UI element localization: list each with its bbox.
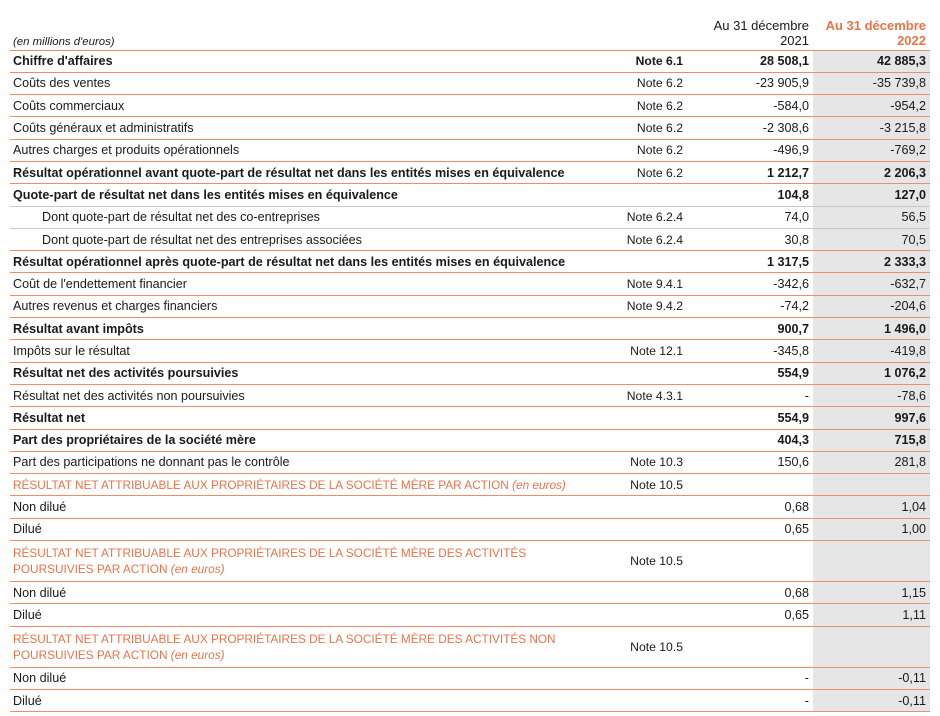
table-row [10, 689, 930, 711]
row-note [602, 184, 697, 206]
value-2022: -0,11 [813, 689, 930, 711]
value-2022: 127,0 [813, 184, 930, 206]
column-header-2021: Au 31 décembre 2021 [697, 10, 813, 50]
value-2021: 0,68 [697, 582, 813, 604]
row-label: Coûts des ventes [10, 72, 602, 94]
value-2022: -35 739,8 [813, 72, 930, 94]
row-label: Résultat net des activités non poursuivies [10, 384, 602, 406]
value-2021: 104,8 [697, 184, 813, 206]
value-2022: -78,6 [813, 384, 930, 406]
value-2021: 1 317,5 [697, 251, 813, 273]
table-row [10, 582, 930, 604]
unit-label: (en millions d'euros) [10, 10, 602, 50]
value-2021: 0,65 [697, 518, 813, 540]
value-2021: 0,65 [697, 604, 813, 626]
row-note: Note 6.2 [602, 72, 697, 94]
value-2021: 554,9 [697, 362, 813, 384]
table-row [10, 161, 930, 183]
value-2022: 56,5 [813, 206, 930, 228]
value-2022: -632,7 [813, 273, 930, 295]
value-2021: 900,7 [697, 318, 813, 340]
value-2022: -3 215,8 [813, 117, 930, 139]
row-label: Coût de l'endettement financier [10, 273, 602, 295]
table-row [10, 604, 930, 626]
row-note: Note 9.4.2 [602, 295, 697, 317]
eps-section-title: RÉSULTAT NET ATTRIBUABLE AUX PROPRIÉTAIRES DE LA SOCIÉTÉ MÈRE DES ACTIVITÉS NON POURSUIVIES PAR ACTION (en euros) [10, 626, 602, 667]
value-2022: 281,8 [813, 451, 930, 473]
row-label: Non dilué [10, 667, 602, 689]
row-note: Note 4.3.1 [602, 384, 697, 406]
value-2022: 2 333,3 [813, 251, 930, 273]
row-note: Note 6.2 [602, 117, 697, 139]
column-header-2022: Au 31 décembre 2022 [813, 10, 930, 50]
value-2022: 1 496,0 [813, 318, 930, 340]
value-2021: -496,9 [697, 139, 813, 161]
value-2021: 74,0 [697, 206, 813, 228]
row-note [602, 318, 697, 340]
table-row [10, 50, 930, 72]
table-row [10, 518, 930, 540]
table-row [10, 496, 930, 518]
value-2022: 997,6 [813, 407, 930, 429]
table-row [10, 407, 930, 429]
row-label: Chiffre d'affaires [10, 50, 602, 72]
table-row [10, 139, 930, 161]
value-2021: 150,6 [697, 451, 813, 473]
row-label: Dont quote-part de résultat net des co-entreprises [10, 206, 602, 228]
note-header [602, 10, 697, 50]
row-note [602, 251, 697, 273]
table-row [10, 340, 930, 362]
value-2022: -204,6 [813, 295, 930, 317]
table-row [10, 251, 930, 273]
eps-section-note: Note 10.5 [602, 626, 697, 667]
eps-section-header [10, 474, 930, 496]
value-2021: -74,2 [697, 295, 813, 317]
value-2021: -23 905,9 [697, 72, 813, 94]
value-2021: -345,8 [697, 340, 813, 362]
value-2022: -0,11 [813, 667, 930, 689]
value-2021: -2 308,6 [697, 117, 813, 139]
row-note [602, 429, 697, 451]
row-label: Coûts généraux et administratifs [10, 117, 602, 139]
row-label: Autres charges et produits opérationnels [10, 139, 602, 161]
row-note: Note 9.4.1 [602, 273, 697, 295]
row-note: Note 10.3 [602, 451, 697, 473]
row-label: Impôts sur le résultat [10, 340, 602, 362]
row-label: Résultat opérationnel avant quote-part de résultat net dans les entités mises en équivalence [10, 161, 602, 183]
table-row [10, 273, 930, 295]
row-label: Dont quote-part de résultat net des entreprises associées [10, 228, 602, 250]
row-label: Non dilué [10, 582, 602, 604]
row-note: Note 6.1 [602, 50, 697, 72]
row-note: Note 6.2 [602, 139, 697, 161]
value-2022: 715,8 [813, 429, 930, 451]
table-row [10, 117, 930, 139]
row-label: Résultat avant impôts [10, 318, 602, 340]
table-row [10, 384, 930, 406]
row-note: Note 6.2 [602, 95, 697, 117]
row-note: Note 12.1 [602, 340, 697, 362]
value-2022: 1,00 [813, 518, 930, 540]
value-2022: 2 206,3 [813, 161, 930, 183]
eps-section-note: Note 10.5 [602, 474, 697, 496]
row-label: Part des propriétaires de la société mère [10, 429, 602, 451]
row-label: Autres revenus et charges financiers [10, 295, 602, 317]
value-2022: 42 885,3 [813, 50, 930, 72]
row-label: Dilué [10, 689, 602, 711]
value-2021: 30,8 [697, 228, 813, 250]
table-header-row [10, 10, 930, 50]
table-row [10, 228, 930, 250]
value-2022: 1 076,2 [813, 362, 930, 384]
table-row [10, 184, 930, 206]
income-statement-table [10, 10, 930, 712]
column-header-2021-full [0, 0, 1, 1]
value-2021: - [697, 667, 813, 689]
value-2021: 1 212,7 [697, 161, 813, 183]
row-note: Note 6.2 [602, 161, 697, 183]
table-row [10, 362, 930, 384]
value-2021: 28 508,1 [697, 50, 813, 72]
value-2021: 554,9 [697, 407, 813, 429]
table-row [10, 318, 930, 340]
row-label: Dilué [10, 518, 602, 540]
value-2022: -954,2 [813, 95, 930, 117]
value-2021: 0,68 [697, 496, 813, 518]
table-row [10, 72, 930, 94]
table-row [10, 95, 930, 117]
value-2022: -419,8 [813, 340, 930, 362]
value-2021: - [697, 689, 813, 711]
row-label: Part des participations ne donnant pas le contrôle [10, 451, 602, 473]
value-2021: 404,3 [697, 429, 813, 451]
table-row [10, 667, 930, 689]
row-label: Coûts commerciaux [10, 95, 602, 117]
value-2021: -342,6 [697, 273, 813, 295]
value-2022: 70,5 [813, 228, 930, 250]
row-label: Résultat net [10, 407, 602, 429]
eps-section-note: Note 10.5 [602, 541, 697, 582]
row-note: Note 6.2.4 [602, 206, 697, 228]
row-note: Note 6.2.4 [602, 228, 697, 250]
row-label: Non dilué [10, 496, 602, 518]
value-2022: 1,04 [813, 496, 930, 518]
eps-section-header [10, 541, 930, 582]
row-note [602, 362, 697, 384]
row-label: Résultat opérationnel après quote-part de résultat net dans les entités mises en équivalence [10, 251, 602, 273]
value-2021: - [697, 384, 813, 406]
table-row [10, 206, 930, 228]
table-row [10, 295, 930, 317]
value-2022: -769,2 [813, 139, 930, 161]
value-2021: -584,0 [697, 95, 813, 117]
eps-section-title: RÉSULTAT NET ATTRIBUABLE AUX PROPRIÉTAIRES DE LA SOCIÉTÉ MÈRE PAR ACTION (en euros) [10, 474, 602, 496]
row-label: Dilué [10, 604, 602, 626]
row-label: Quote-part de résultat net dans les entités mises en équivalence [10, 184, 602, 206]
value-2022: 1,15 [813, 582, 930, 604]
eps-section-header [10, 626, 930, 667]
value-2022: 1,11 [813, 604, 930, 626]
row-label: Résultat net des activités poursuivies [10, 362, 602, 384]
table-row [10, 429, 930, 451]
row-note [602, 407, 697, 429]
eps-section-title: RÉSULTAT NET ATTRIBUABLE AUX PROPRIÉTAIRES DE LA SOCIÉTÉ MÈRE DES ACTIVITÉS POURSUIVIES PAR ACTION (en euros) [10, 541, 602, 582]
table-row [10, 451, 930, 473]
